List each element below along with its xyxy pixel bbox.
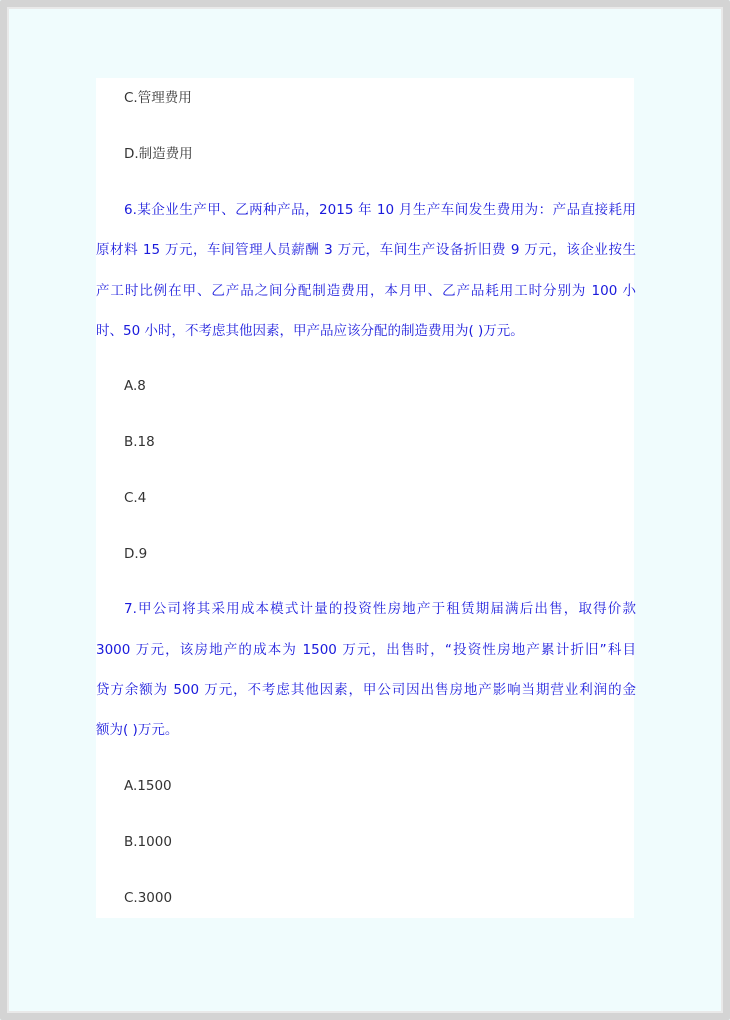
question-6-line: 时、50 小时，不考虑其他因素，甲产品应该分配的制造费用为( )万元。 xyxy=(96,323,524,339)
question-6-line: 产工时比例在甲、乙产品之间分配制造费用，本月甲、乙产品耗用工时分别为 100 小 xyxy=(96,283,636,299)
question-7-line: 贷方余额为 500 万元，不考虑其他因素，甲公司因出售房地产影响当期营业利润的金 xyxy=(96,682,636,698)
q7-option-c: C.3000 xyxy=(124,890,173,906)
question-7 xyxy=(96,599,636,740)
option-d-manufacturing-overhead: D.制造费用 xyxy=(124,146,193,162)
question-7-line: 3000 万元，该房地产的成本为 1500 万元，出售时，“投资性房地产累计折旧”科目 xyxy=(96,642,636,658)
q7-option-b: B.1000 xyxy=(124,834,172,850)
question-6-line: 6.某企业生产甲、乙两种产品，2015 年 10 月生产车间发生费用为：产品直接耗用 xyxy=(124,202,636,218)
q7-option-a: A.1500 xyxy=(124,778,172,794)
question-6 xyxy=(96,200,636,341)
q6-option-d: D.9 xyxy=(124,546,148,562)
question-6-line: 原材料 15 万元，车间管理人员薪酬 3 万元，车间生产设备折旧费 9 万元，该企业按生 xyxy=(96,242,636,258)
question-7-line: 额为( )万元。 xyxy=(96,722,179,738)
q6-option-a: A.8 xyxy=(124,378,146,394)
option-c-management-expense: C.管理费用 xyxy=(124,90,192,106)
question-7-line: 7.甲公司将其采用成本模式计量的投资性房地产于租赁期届满后出售，取得价款 xyxy=(124,601,636,617)
q6-option-b: B.18 xyxy=(124,434,155,450)
q6-option-c: C.4 xyxy=(124,490,147,506)
